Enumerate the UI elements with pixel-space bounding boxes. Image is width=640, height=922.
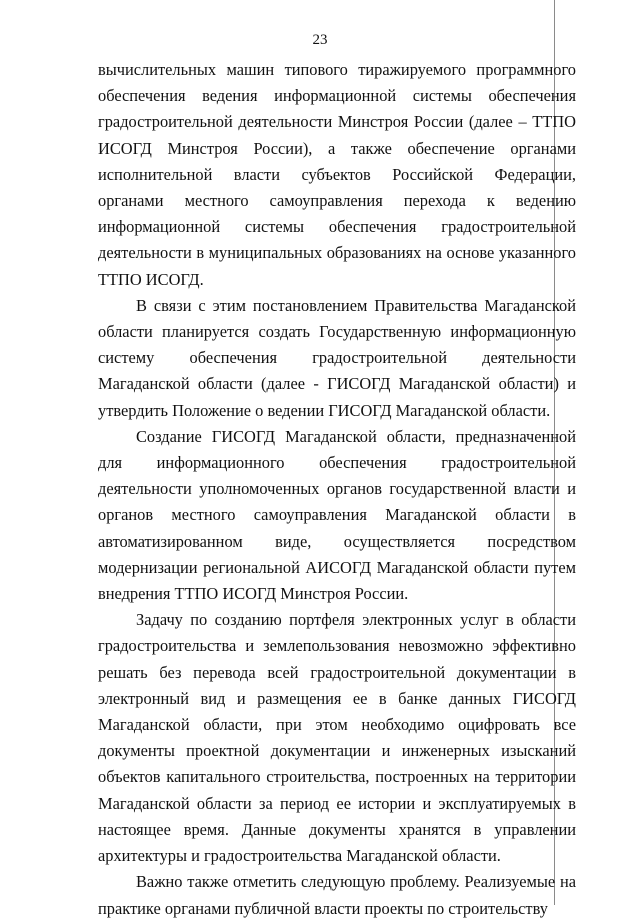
paragraph-problem-statement: Важно также отметить следующую проблему. Реализуемые на практике органами публичной власти проекты по строительству — [98, 872, 576, 918]
paragraph-gisogd-creation-plan: В связи с этим постановлением Правительства Магаданской области планируется создать Государственную информационную систему обеспечения градостроительной деятельности Магаданской области (далее - ГИСОГД Магаданской области) и утвердить Положение о ведении ГИСОГД Магаданской области. — [98, 295, 576, 420]
paragraph-gisogd-purpose: Создание ГИСОГД Магаданской области, предназначенной для информационного обеспечения градостроительной деятельности уполномоченных органов государственной власти и органов местного самоуправления Магаданской области в автоматизированном виде, осуществляется посредством модернизации региональной АИСОГД Магаданской области путем внедрения ТТПО ИСОГД Минстроя России. — [98, 426, 576, 604]
paragraph-continuation: вычислительных машин типового тиражируемого программного обеспечения ведения информационной системы обеспечения градостроительной деятельности Минстроя России (далее – ТТПО ИСОГД Минстроя России), а также обеспечение органами исполнительной власти субъектов Российской Федерации, органами местного самоуправления перехода к ведению информационной системы обеспечения градостроительной деятельности в муниципальных образованиях на основе указанного ТТПО ИСОГД. — [98, 60, 576, 289]
paragraph-digitization-task: Задачу по созданию портфеля электронных услуг в области градостроительства и землепользования невозможно эффективно решать без перевода всей градостроительной документации в электронный вид и размещения ее в банке данных ГИСОГД Магаданской области, при этом необходимо оцифровать все документы проектной документации и инженерных изысканий объектов капитального строительства, построенных на территории Магаданской области за период ее истории и эксплуатируемых в настоящее время. Данные документы хранятся в управлении архитектуры и градостроительства Магаданской области. — [98, 610, 576, 866]
document-body — [98, 57, 576, 922]
page-number: 23 — [312, 32, 328, 48]
